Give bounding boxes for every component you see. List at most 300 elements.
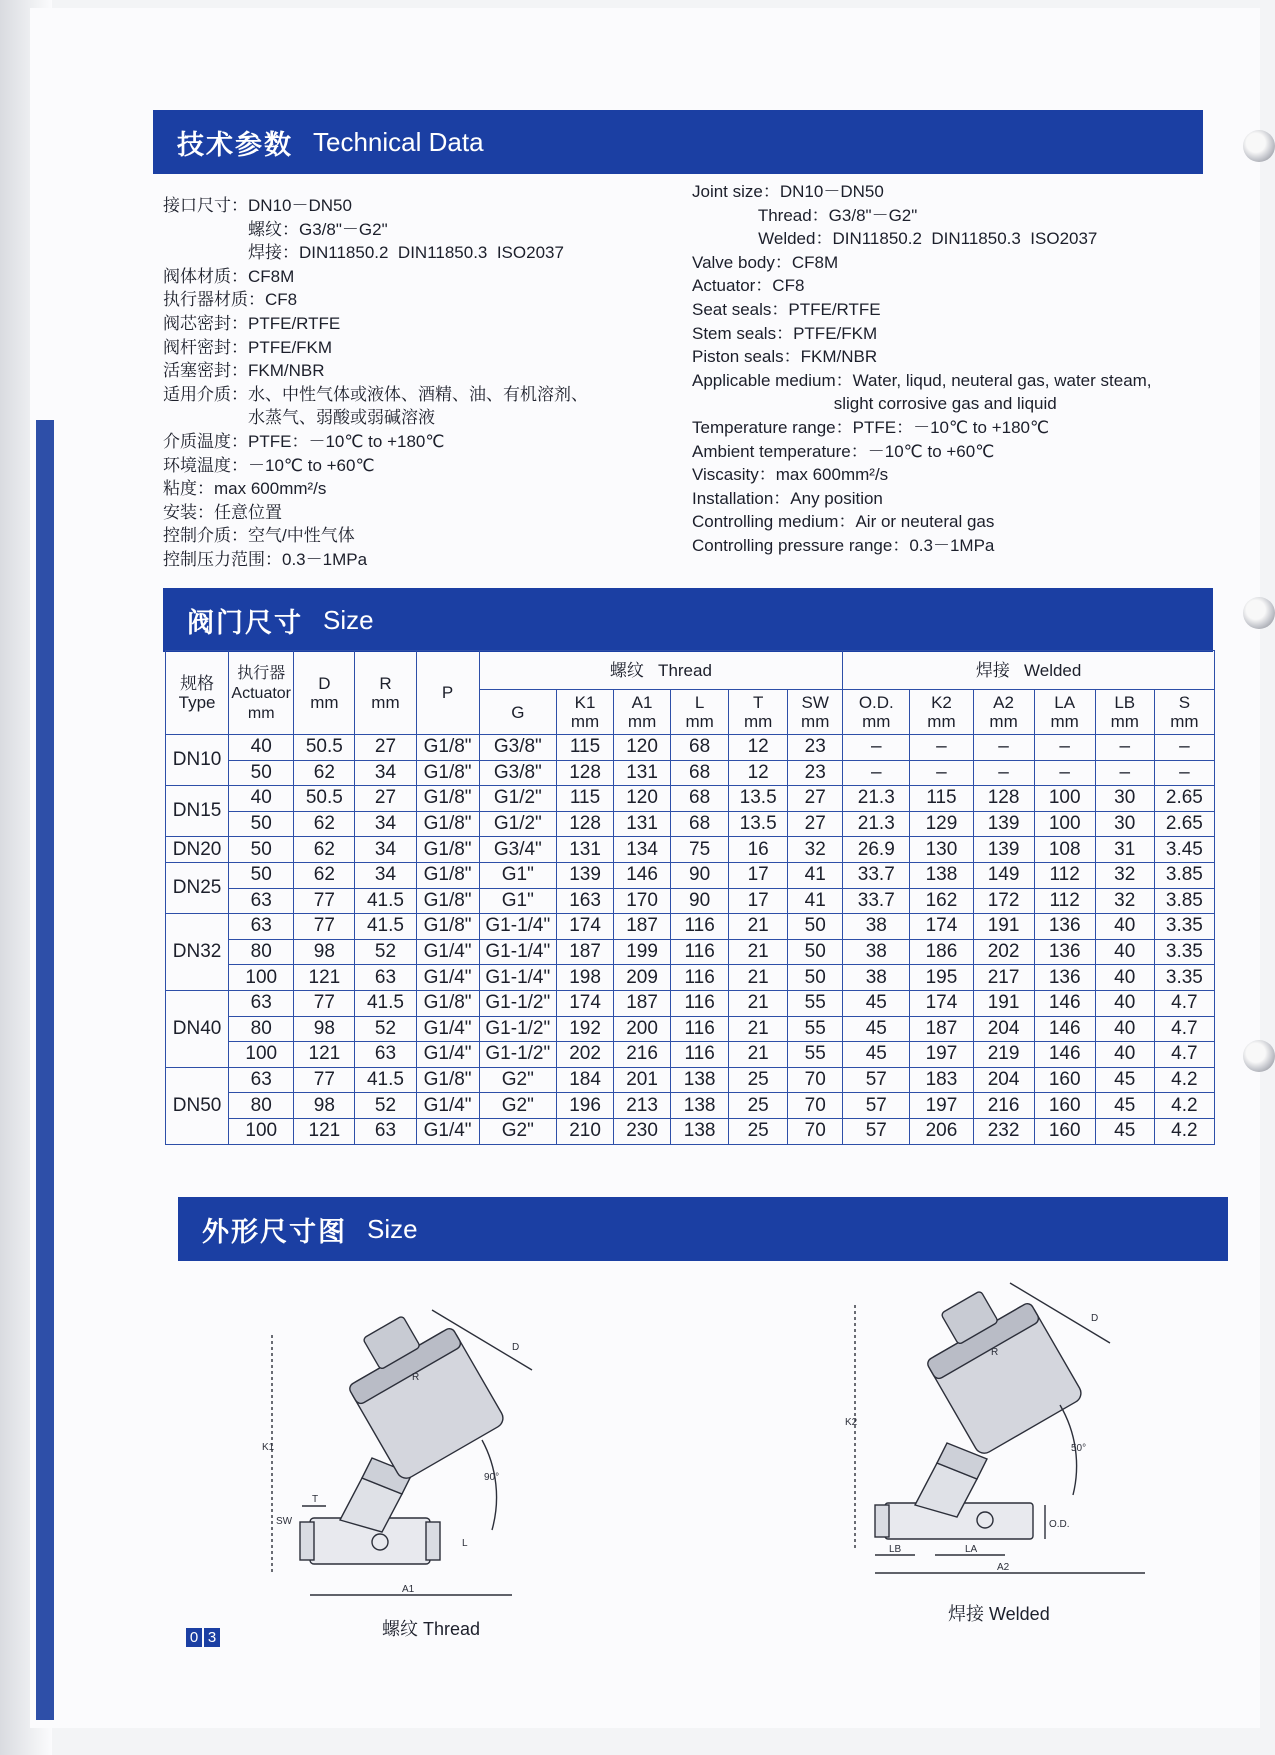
table-cell: 174 [910,990,973,1016]
table-cell: G1/8" [416,914,479,940]
table-row [166,914,1215,940]
table-cell: 138 [671,1118,729,1144]
table-cell: 26.9 [843,837,910,863]
table-cell: 50 [229,837,294,863]
table-cell: 131 [614,760,671,786]
col-header: K1 mm [557,690,614,735]
table-cell: G1/4" [416,1118,479,1144]
table-cell: 21 [729,1016,788,1042]
spec-line: Seat seals：PTFE/RTFE [692,299,881,319]
table-cell: 38 [843,939,910,965]
table-cell: 204 [973,1016,1034,1042]
table-row [166,1042,1215,1068]
svg-text:LA: LA [965,1544,978,1555]
table-cell: 187 [910,1016,973,1042]
spec-line: Controlling medium：Air or neuteral gas [692,512,995,532]
table-cell: 183 [910,1067,973,1093]
page-number-digit: 0 [186,1628,202,1647]
spec-line: 接口尺寸：DN10－DN50 [163,196,352,215]
table-cell: 160 [1034,1093,1095,1119]
table-cell: 75 [671,837,729,863]
table-cell: G1/8" [416,862,479,888]
table-cell: – [1095,735,1154,761]
table-cell: 23 [788,760,843,786]
table-cell: 206 [910,1118,973,1144]
table-cell: 70 [788,1067,843,1093]
table-cell: 63 [229,1067,294,1093]
table-cell: 50 [788,939,843,965]
svg-text:R: R [991,1347,999,1358]
table-cell: 163 [557,888,614,914]
table-cell: – [843,760,910,786]
table-cell: 52 [355,1016,416,1042]
svg-text:R: R [412,1372,420,1383]
table-cell: 187 [614,914,671,940]
table-cell: 98 [294,1093,355,1119]
table-cell: 195 [910,965,973,991]
table-cell: G1/2" [479,786,556,812]
table-cell: 30 [1095,811,1154,837]
table-cell: 100 [229,1042,294,1068]
table-cell: 146 [1034,1042,1095,1068]
table-cell: – [1095,760,1154,786]
table-cell: 197 [910,1042,973,1068]
table-cell: G3/8" [479,735,556,761]
type-cell: DN15 [166,786,229,837]
table-cell: 128 [973,786,1034,812]
svg-text:K1: K1 [262,1442,275,1453]
table-cell: 41.5 [355,1067,416,1093]
table-row [166,965,1215,991]
table-cell: 115 [910,786,973,812]
table-cell: 34 [355,862,416,888]
table-cell: 139 [557,862,614,888]
table-cell: G3/4" [479,837,556,863]
table-cell: 40 [229,735,294,761]
table-cell: 23 [788,735,843,761]
table-cell: G2" [479,1118,556,1144]
page-number [186,1628,220,1647]
table-cell: G1/4" [416,1093,479,1119]
table-cell: 197 [910,1093,973,1119]
table-cell: 136 [1034,965,1095,991]
table-cell: 138 [671,1093,729,1119]
table-cell: – [843,735,910,761]
table-cell: G1/8" [416,888,479,914]
table-cell: G2" [479,1093,556,1119]
table-cell: 116 [671,1042,729,1068]
table-cell: 200 [614,1016,671,1042]
table-cell: 50 [229,862,294,888]
table-cell: – [973,735,1034,761]
table-cell: 121 [294,1042,355,1068]
spec-line: Installation：Any position [692,488,883,508]
spec-line: Temperature range：PTFE：－10℃ to +180℃ [692,417,1050,437]
table-cell: G1/4" [416,1042,479,1068]
table-cell: 202 [973,939,1034,965]
table-cell: 55 [788,990,843,1016]
table-cell: 45 [1095,1093,1154,1119]
table-cell: 52 [355,939,416,965]
table-cell: 30 [1095,786,1154,812]
table-cell: G1/4" [416,1016,479,1042]
col-group-thread: 螺纹 Thread [479,651,843,690]
table-cell: 160 [1034,1067,1095,1093]
table-cell: 45 [1095,1118,1154,1144]
table-cell: 191 [973,914,1034,940]
type-cell: DN40 [166,990,229,1067]
col-header: O.D. mm [843,690,910,735]
table-cell: 131 [557,837,614,863]
spec-line: 介质温度：PTFE：－10℃ to +180℃ [163,431,445,451]
table-row [166,837,1215,863]
table-cell: 174 [557,990,614,1016]
spec-list-english [692,180,1152,558]
table-cell: 3.45 [1154,837,1214,863]
table-cell: G1/4" [416,965,479,991]
svg-text:90°: 90° [484,1472,500,1483]
table-cell: 40 [1095,939,1154,965]
table-cell: 121 [294,1118,355,1144]
table-cell: 131 [614,811,671,837]
spec-line: Applicable medium：Water, liqud, neuteral gas, water steam, [692,370,1152,390]
table-cell: 100 [229,1118,294,1144]
spec-line: 阀芯密封：PTFE/RTFE [163,313,341,333]
table-cell: 25 [729,1118,788,1144]
col-header: G [479,690,556,735]
table-cell: 21.3 [843,811,910,837]
banner-title-en: Size [323,604,374,635]
table-cell: G1" [479,888,556,914]
table-cell: 90 [671,862,729,888]
table-cell: 68 [671,786,729,812]
col-header-type: 规格 Type [166,651,229,735]
col-header: A1 mm [614,690,671,735]
table-cell: 115 [557,786,614,812]
table-cell: – [973,760,1034,786]
table-cell: 128 [557,811,614,837]
table-cell: 187 [614,990,671,1016]
table-cell: 63 [355,965,416,991]
table-cell: 25 [729,1093,788,1119]
table-cell: 162 [910,888,973,914]
binder-hole [1243,1040,1275,1072]
svg-text:LB: LB [889,1544,902,1555]
table-cell: 196 [557,1093,614,1119]
table-cell: 34 [355,760,416,786]
table-cell: 50 [229,811,294,837]
svg-text:K2: K2 [845,1417,858,1428]
table-cell: 128 [557,760,614,786]
svg-text:D: D [512,1342,520,1353]
spec-line: Valve body：CF8M [692,252,839,272]
table-cell: 3.85 [1154,888,1214,914]
table-cell: 25 [729,1067,788,1093]
table-cell: 27 [355,786,416,812]
table-cell: 80 [229,1016,294,1042]
table-cell: 63 [229,914,294,940]
binder-hole [1243,130,1275,162]
spec-line: 控制压力范围：0.3－1MPa [163,549,368,569]
table-cell: 120 [614,786,671,812]
table-cell: – [1034,735,1095,761]
table-cell: – [1154,760,1214,786]
table-cell: 21 [729,965,788,991]
table-cell: 202 [557,1042,614,1068]
table-cell: 184 [557,1067,614,1093]
spec-line: 阀体材质：CF8M [163,266,295,286]
table-cell: 21 [729,939,788,965]
table-cell: 45 [1095,1067,1154,1093]
svg-text:T: T [312,1494,319,1505]
table-cell: 50.5 [294,786,355,812]
table-cell: 186 [910,939,973,965]
table-cell: 32 [1095,888,1154,914]
table-cell: 68 [671,760,729,786]
table-cell: 217 [973,965,1034,991]
table-cell: 100 [1034,786,1095,812]
svg-text:50°: 50° [1071,1443,1087,1454]
type-cell: DN20 [166,837,229,863]
table-cell: 62 [294,837,355,863]
table-cell: 216 [973,1093,1034,1119]
table-cell: 62 [294,760,355,786]
table-cell: 108 [1034,837,1095,863]
table-cell: 50 [229,760,294,786]
table-cell: 172 [973,888,1034,914]
table-cell: 90 [671,888,729,914]
spec-line: Piston seals：FKM/NBR [692,347,878,367]
table-cell: 98 [294,1016,355,1042]
col-header: LA mm [1034,690,1095,735]
table-cell: G1" [479,862,556,888]
spec-line: Stem seals：PTFE/FKM [692,323,878,343]
welded-valve-drawing [845,1255,1185,1585]
banner-title-zh: 阀门尺寸 [187,607,303,638]
table-cell: 2.65 [1154,786,1214,812]
table-cell: 3.85 [1154,862,1214,888]
table-cell: 45 [843,990,910,1016]
spec-line: Viscasity：max 600mm²/s [692,465,889,485]
spec-line: 螺纹：G3/8"－G2" [163,219,388,239]
table-cell: – [910,735,973,761]
table-cell: 4.7 [1154,1042,1214,1068]
table-cell: 41 [788,862,843,888]
table-cell: 32 [1095,862,1154,888]
page-number-digit: 3 [204,1628,220,1647]
table-cell: – [1154,735,1214,761]
table-cell: G1/8" [416,1067,479,1093]
table-cell: 138 [671,1067,729,1093]
table-cell: 34 [355,811,416,837]
table-cell: 201 [614,1067,671,1093]
outline-banner [178,1197,1228,1261]
table-cell: 4.2 [1154,1093,1214,1119]
table-cell: 170 [614,888,671,914]
type-cell: DN25 [166,862,229,913]
table-row [166,862,1215,888]
table-row [166,811,1215,837]
table-cell: 52 [355,1093,416,1119]
table-cell: 13.5 [729,786,788,812]
table-cell: 116 [671,914,729,940]
table-cell: G1/8" [416,760,479,786]
table-cell: 80 [229,939,294,965]
table-cell: 198 [557,965,614,991]
table-cell: 68 [671,735,729,761]
table-cell: G1-1/4" [479,939,556,965]
table-cell: 57 [843,1067,910,1093]
table-cell: 32 [788,837,843,863]
table-cell: 115 [557,735,614,761]
table-cell: 40 [1095,965,1154,991]
table-cell: 210 [557,1118,614,1144]
table-cell: 27 [788,786,843,812]
table-row [166,888,1215,914]
table-cell: 41.5 [355,888,416,914]
table-cell: 3.35 [1154,939,1214,965]
table-row [166,1067,1215,1093]
table-cell: 77 [294,990,355,1016]
table-cell: 230 [614,1118,671,1144]
spec-line: 控制介质：空气/中性气体 [163,526,355,546]
type-cell: DN50 [166,1067,229,1144]
spec-list-chinese [163,194,588,572]
table-cell: 40 [1095,1016,1154,1042]
table-cell: 100 [1034,811,1095,837]
table-cell: G1-1/2" [479,990,556,1016]
table-cell: 27 [355,735,416,761]
table-cell: 40 [229,786,294,812]
table-cell: 174 [557,914,614,940]
table-cell: 12 [729,735,788,761]
col-header: L mm [671,690,729,735]
spec-line: Thread：G3/8"－G2" [692,205,918,225]
spec-line: Welded：DIN11850.2 DIN11850.3 ISO2037 [692,229,1098,249]
table-cell: 70 [788,1093,843,1119]
table-cell: 4.7 [1154,990,1214,1016]
size-table [165,650,1215,1145]
table-cell: 98 [294,939,355,965]
table-cell: – [1034,760,1095,786]
table-cell: G1-1/2" [479,1042,556,1068]
table-cell: G1/8" [416,811,479,837]
banner-title-en: Size [367,1213,418,1244]
table-cell: 38 [843,914,910,940]
spec-line: 焊接：DIN11850.2 DIN11850.3 ISO2037 [163,243,564,263]
table-cell: 55 [788,1042,843,1068]
banner-title-zh: 外形尺寸图 [202,1216,347,1247]
table-cell: G1-1/4" [479,914,556,940]
size-table-banner [163,588,1213,652]
table-row [166,1118,1215,1144]
table-cell: 17 [729,862,788,888]
table-cell: 68 [671,811,729,837]
table-cell: – [910,760,973,786]
page-spine [36,420,54,1720]
table-cell: G1/8" [416,837,479,863]
table-cell: 213 [614,1093,671,1119]
table-cell: 146 [614,862,671,888]
table-cell: 138 [910,862,973,888]
table-cell: 45 [843,1042,910,1068]
table-cell: 112 [1034,888,1095,914]
spec-line: Joint size：DN10－DN50 [692,182,884,201]
table-cell: 112 [1034,862,1095,888]
table-cell: 116 [671,990,729,1016]
spec-line: 安装：任意位置 [163,502,282,522]
table-cell: G1/4" [416,939,479,965]
welded-drawing-caption: 焊接 Welded [948,1604,1050,1624]
table-cell: 27 [788,811,843,837]
col-header: T mm [729,690,788,735]
table-cell: 63 [229,990,294,1016]
table-cell: 63 [355,1118,416,1144]
table-cell: 3.35 [1154,965,1214,991]
table-cell: G1/2" [479,811,556,837]
table-cell: 13.5 [729,811,788,837]
table-cell: 100 [229,965,294,991]
spec-line: 水蒸气、弱酸或弱碱溶液 [163,408,435,428]
table-cell: 62 [294,862,355,888]
table-cell: 12 [729,760,788,786]
table-cell: 4.2 [1154,1067,1214,1093]
table-cell: 4.7 [1154,1016,1214,1042]
table-cell: 160 [1034,1118,1095,1144]
table-cell: 174 [910,914,973,940]
table-cell: 33.7 [843,888,910,914]
spec-line: Ambient temperature：－10℃ to +60℃ [692,441,995,461]
spec-line: 粘度：max 600mm²/s [163,479,327,499]
table-row [166,1016,1215,1042]
svg-text:A2: A2 [997,1562,1010,1573]
table-cell: 77 [294,914,355,940]
table-cell: 63 [355,1042,416,1068]
table-row [166,939,1215,965]
table-cell: 187 [557,939,614,965]
table-cell: 232 [973,1118,1034,1144]
spec-line: Controlling pressure range：0.3－1MPa [692,535,995,555]
table-cell: 50 [788,965,843,991]
table-cell: 40 [1095,1042,1154,1068]
spec-line: 环境温度：－10℃ to +60℃ [163,455,375,475]
svg-text:L: L [462,1538,468,1549]
spec-line: 适用介质：水、中性气体或液体、酒精、油、有机溶剂、 [163,384,588,404]
col-header-p: P [416,651,479,735]
table-row [166,990,1215,1016]
table-cell: G1/8" [416,735,479,761]
table-cell: G1-1/4" [479,965,556,991]
spec-line: Actuator：CF8 [692,276,805,296]
table-cell: G3/8" [479,760,556,786]
table-cell: 191 [973,990,1034,1016]
col-header-actuator: 执行器 Actuator mm [229,651,294,735]
table-row [166,735,1215,761]
table-row [166,786,1215,812]
table-cell: 139 [973,811,1034,837]
table-cell: 77 [294,888,355,914]
table-cell: 129 [910,811,973,837]
banner-title-en: Technical Data [313,126,484,157]
table-cell: 55 [788,1016,843,1042]
table-cell: 40 [1095,914,1154,940]
table-cell: 57 [843,1118,910,1144]
table-cell: 116 [671,965,729,991]
table-cell: 3.35 [1154,914,1214,940]
table-cell: 41 [788,888,843,914]
table-cell: G1/8" [416,990,479,1016]
table-cell: 139 [973,837,1034,863]
